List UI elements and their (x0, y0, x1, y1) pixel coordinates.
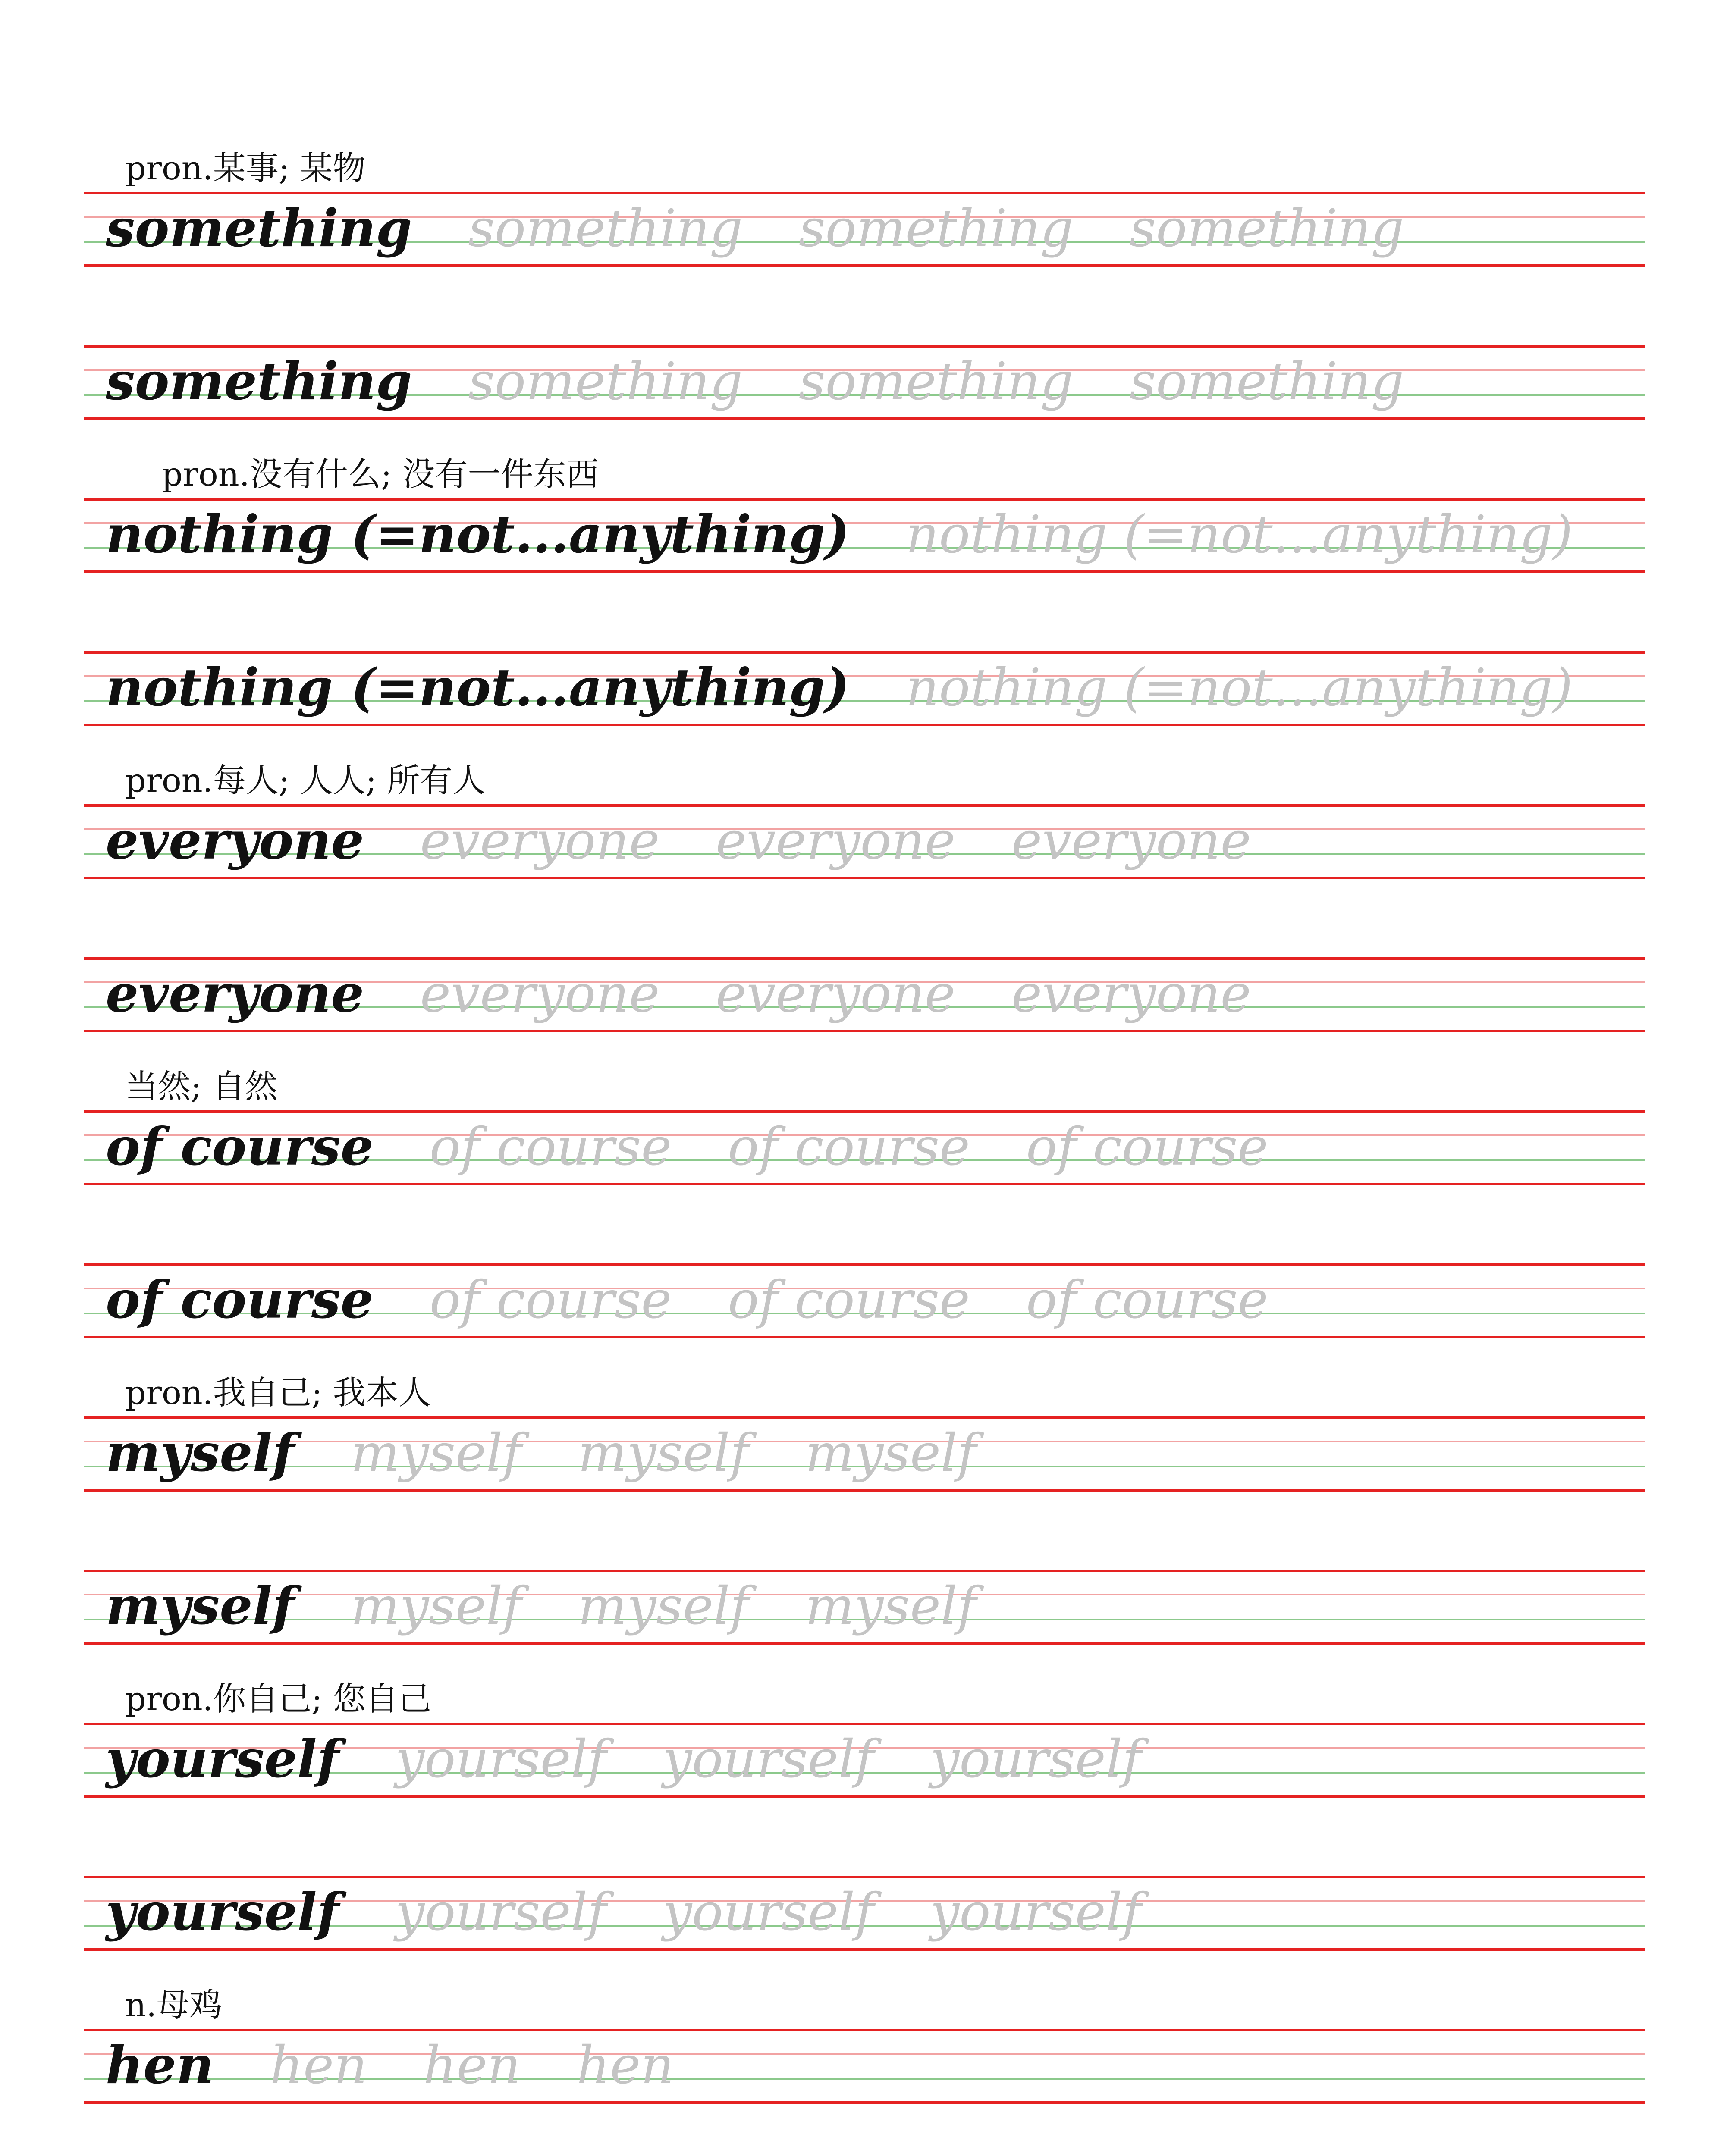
model-word: of course (106, 1116, 374, 1177)
trace-word: yourself (395, 1730, 607, 1789)
trace-word: myself (578, 1576, 749, 1636)
trace-word: yourself (663, 1883, 874, 1943)
trace-word: something (468, 352, 743, 412)
practice-row (84, 345, 1645, 420)
top-line (84, 192, 1645, 194)
bottom-line (84, 264, 1645, 267)
practice-row (84, 651, 1645, 726)
top-line (84, 1263, 1645, 1266)
practice-row (84, 1570, 1645, 1645)
meaning-label: n.母鸡 (125, 1986, 223, 2024)
top-line (84, 651, 1645, 654)
top-line (84, 2029, 1645, 2031)
meaning-label: pron.没有什么; 没有一件东西 (162, 455, 599, 493)
model-word: myself (106, 1423, 295, 1483)
practice-row (84, 1416, 1645, 1492)
trace-word: nothing (=not...anything) (905, 505, 1573, 565)
practice-row (84, 498, 1645, 573)
word-group (106, 808, 1307, 873)
trace-word: yourself (663, 1730, 874, 1789)
trace-word: of course (1026, 1270, 1269, 1330)
practice-row (84, 957, 1645, 1032)
bottom-line (84, 570, 1645, 573)
word-group (106, 1268, 1324, 1332)
top-line (84, 804, 1645, 807)
model-word: myself (106, 1576, 295, 1636)
practice-row (84, 192, 1645, 267)
top-line (84, 498, 1645, 501)
model-word: hen (106, 2035, 214, 2096)
model-word: nothing (=not...anything) (106, 657, 850, 718)
top-line (84, 1723, 1645, 1725)
trace-word: everyone (1011, 811, 1251, 871)
word-group (106, 1880, 1198, 1945)
trace-word: yourself (395, 1883, 607, 1943)
meaning-label: 当然; 自然 (125, 1067, 278, 1106)
bottom-line (84, 877, 1645, 879)
practice-row (84, 1110, 1645, 1185)
trace-word: something (1129, 199, 1404, 259)
bottom-line (84, 1795, 1645, 1798)
word-group (106, 2033, 730, 2098)
meaning-label: pron.某事; 某物 (125, 149, 366, 187)
trace-word: everyone (420, 964, 660, 1024)
model-word: nothing (=not...anything) (106, 504, 850, 565)
bottom-line (84, 1183, 1645, 1185)
practice-row (84, 1723, 1645, 1798)
bottom-line (84, 1948, 1645, 1951)
word-group (106, 1421, 1033, 1485)
trace-word: everyone (716, 811, 956, 871)
trace-word: myself (805, 1576, 977, 1636)
trace-word: myself (578, 1423, 749, 1483)
word-group (106, 655, 1629, 720)
trace-word: hen (423, 2036, 521, 2096)
trace-word: everyone (420, 811, 660, 871)
trace-word: myself (350, 1576, 522, 1636)
trace-word: yourself (930, 1730, 1142, 1789)
model-word: of course (106, 1269, 374, 1330)
meaning-label: pron.每人; 人人; 所有人 (125, 761, 486, 799)
bottom-line (84, 417, 1645, 420)
word-group (106, 1115, 1324, 1179)
model-word: something (106, 351, 412, 412)
practice-row (84, 2029, 1645, 2104)
top-line (84, 1416, 1645, 1419)
word-group (106, 196, 1460, 261)
trace-word: hen (270, 2036, 367, 2096)
word-group (106, 502, 1629, 567)
model-word: yourself (106, 1882, 339, 1943)
trace-word: of course (429, 1117, 672, 1177)
trace-word: hen (577, 2036, 674, 2096)
top-line (84, 345, 1645, 348)
trace-word: of course (429, 1270, 672, 1330)
meaning-label: pron.我自己; 我本人 (125, 1373, 431, 1412)
trace-word: everyone (716, 964, 956, 1024)
practice-row (84, 1263, 1645, 1338)
trace-word: myself (350, 1423, 522, 1483)
trace-word: yourself (930, 1883, 1142, 1943)
trace-word: something (798, 199, 1074, 259)
model-word: yourself (106, 1729, 339, 1789)
bottom-line (84, 1642, 1645, 1645)
word-group (106, 962, 1307, 1026)
trace-word: of course (728, 1117, 970, 1177)
top-line (84, 1876, 1645, 1878)
practice-row (84, 804, 1645, 879)
model-word: something (106, 198, 412, 259)
model-word: everyone (106, 963, 364, 1024)
word-group (106, 1574, 1033, 1639)
bottom-line (84, 1489, 1645, 1492)
model-word: everyone (106, 810, 364, 871)
practice-row (84, 1876, 1645, 1951)
trace-word: something (1129, 352, 1404, 412)
trace-word: of course (1026, 1117, 1269, 1177)
meaning-label: pron.你自己; 您自己 (125, 1680, 431, 1718)
top-line (84, 957, 1645, 960)
trace-word: nothing (=not...anything) (905, 658, 1573, 718)
trace-word: something (798, 352, 1074, 412)
top-line (84, 1110, 1645, 1113)
word-group (106, 1727, 1198, 1792)
bottom-line (84, 1030, 1645, 1032)
trace-word: myself (805, 1423, 977, 1483)
trace-word: everyone (1011, 964, 1251, 1024)
top-line (84, 1570, 1645, 1572)
bottom-line (84, 724, 1645, 726)
bottom-line (84, 2101, 1645, 2104)
trace-word: of course (728, 1270, 970, 1330)
bottom-line (84, 1336, 1645, 1338)
word-group (106, 349, 1460, 414)
trace-word: something (468, 199, 743, 259)
